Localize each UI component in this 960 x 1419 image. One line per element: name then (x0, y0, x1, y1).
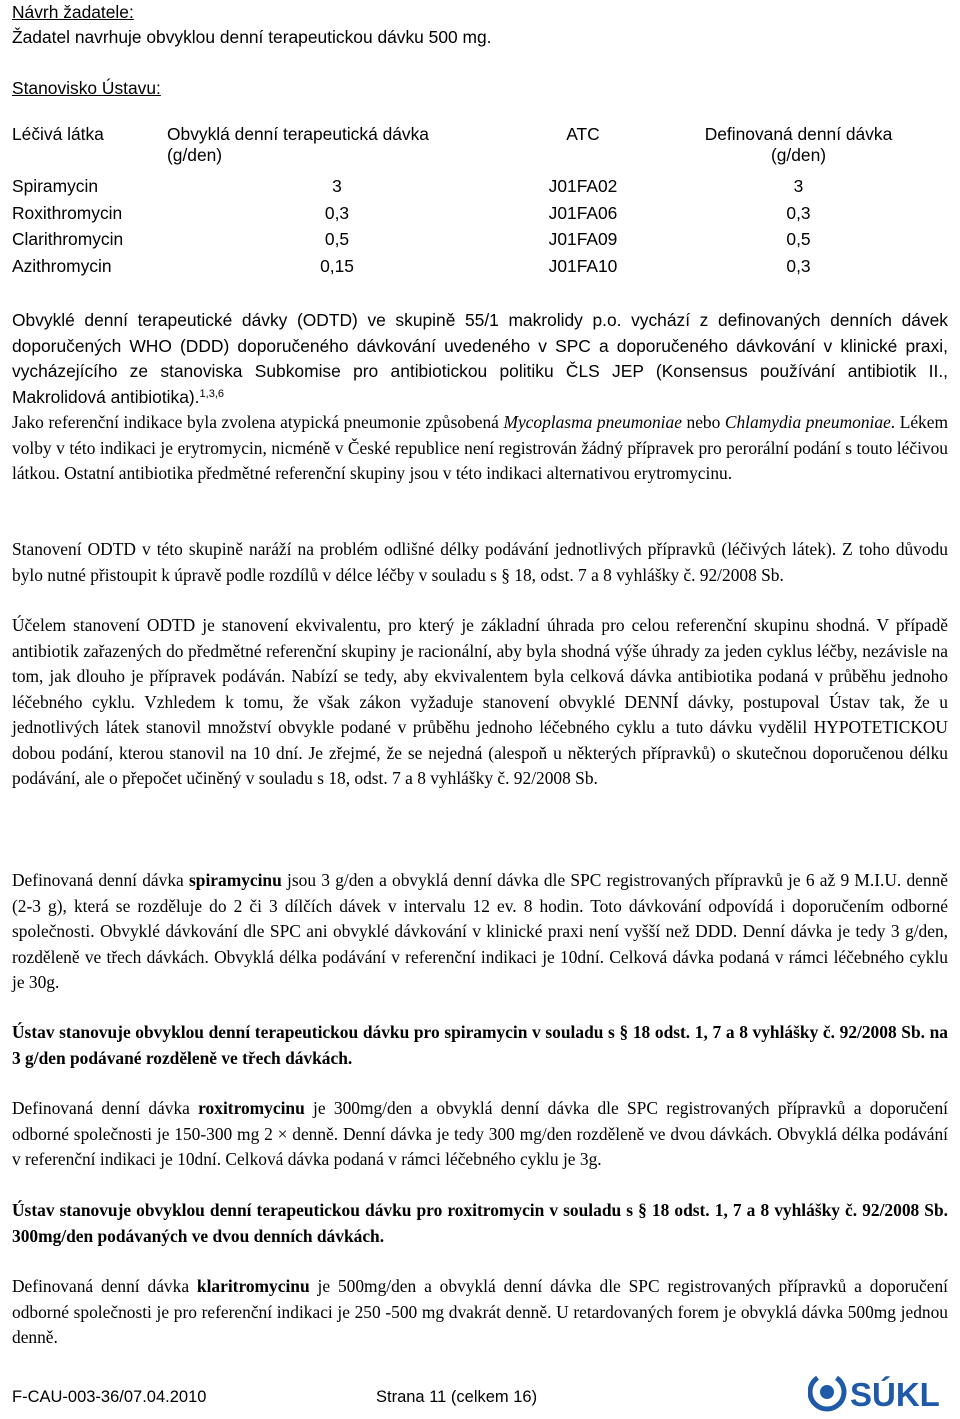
decision-spiramycin: Ústav stanovuje obvyklou denní terapeutickou dávku pro spiramycin v souladu s § 18 odst. 1, 7 a 8 vyhlášky č. 92/2008 Sb. na 3 g/den podávané rozděleně ve třech dávkách. (12, 1022, 948, 1068)
opinion-heading: Stanovisko Ústavu: (12, 78, 161, 98)
table-row (12, 176, 938, 203)
header-ddd-l1: Definovaná denní dávka (704, 124, 893, 144)
table-header-row (12, 124, 938, 176)
header-usual-dose (167, 124, 507, 176)
cell-atc: J01FA02 (548, 176, 618, 196)
para-clarithromycin (12, 1274, 948, 1351)
footer-page-number: Strana 11 (celkem 16) (376, 1388, 538, 1406)
sukl-logo-icon (808, 1368, 952, 1414)
klari-text: je 500mg/den a obvyklá denní dávka dle SPC registrovaných přípravků a doporučení odborné společnosti je pro referenční indikaci je 250 -500 mg dvakrát denně. U retardovaných forem je obvyklá dávka 500mg jednou denně. (12, 1276, 948, 1347)
decision-roxithromycin: Ústav stanovuje obvyklou denní terapeutickou dávku pro roxitromycin v souladu s § 18 odst. 1, 7 a 8 vyhlášky č. 92/2008 Sb. 300mg/den podávaných ve dvou denních dávkách. (12, 1200, 948, 1246)
proposal-heading: Návrh žadatele: (12, 2, 134, 22)
spira-substance: spiramycinu (189, 870, 282, 890)
sukl-logo (808, 1368, 952, 1414)
reference-superscript: 1,3,6 (199, 387, 224, 400)
para-reference-indication (12, 410, 948, 487)
para2-mid: nebo (681, 412, 725, 432)
spira-text: jsou 3 g/den a obvyklá denní dávka dle SPC registrovaných přípravků je 6 až 9 M.I.U. denně (2-3 g), která se rozděluje do 2 či 3 dílčích dávek v intervalu 12 ev. 8 hodin. Toto dávkování odpovídá i doporučením odborné společnosti. Obvyklé dávkování dle SPC ani obvyklé dávkování v klinické praxi není vyšší než DDD. Denní dávka je tedy 3 g/den, rozděleně ve třech dávkách. Obvyklá délka podávání v referenční indikaci je 10dní. Celková dávka podaná v rámci léčebného cyklu je 30g. (12, 870, 948, 992)
para-roxithromycin (12, 1096, 948, 1173)
header-usual-dose-l2: (g/den) (167, 145, 223, 165)
cell-atc: J01FA09 (548, 229, 618, 249)
table-row (12, 256, 938, 283)
cell-usual: 0,15 (320, 255, 354, 276)
cell-ddd: 0,3 (786, 202, 811, 223)
header-substance: Léčivá látka (12, 124, 104, 144)
header-ddd (659, 124, 938, 176)
cell-usual: 0,5 (324, 229, 350, 249)
table-row (12, 229, 938, 256)
header-usual-dose-l1: Obvyklá denní terapeutická dávka (167, 124, 429, 144)
cell-usual: 3 (332, 176, 342, 196)
cell-usual: 0,3 (324, 202, 350, 223)
header-atc: ATC (566, 124, 600, 144)
cell-ddd: 3 (793, 176, 804, 196)
cell-atc: J01FA06 (548, 202, 618, 223)
cell-substance: Azithromycin (12, 255, 112, 276)
header-ddd-l2: (g/den) (770, 145, 827, 165)
roxi-substance: roxitromycinu (198, 1098, 305, 1118)
species-mycoplasma: Mycoplasma pneumoniae (503, 412, 682, 432)
para-treatment-length: Stanovení ODTD v této skupině naráží na problém odlišné délky podávání jednotlivých přípravků (léčivých látek). Z toho důvodu bylo nutné přistoupit k úpravě podle rozdílů v délce léčby v souladu s § 18, odst. 7 a 8 vyhlášky č. 92/2008 Sb. (12, 539, 948, 585)
klari-lead: Definovaná denní dávka (12, 1276, 197, 1296)
para-odtd-basis (12, 308, 948, 410)
para-spiramycin (12, 868, 948, 996)
logo-text: SÚKL (850, 1376, 940, 1413)
para2-after: . Lékem volby v této indikaci je erytromycin, nicméně v České republice není registrován žádný přípravek pro perorální podání s touto léčivou látkou. Ostatní antibiotika předmětné referenční skupiny jsou v této indikaci alternativou erytromycinu. (12, 412, 949, 483)
cell-atc: J01FA10 (548, 255, 618, 276)
para-purpose: Účelem stanovení ODTD je stanovení ekvivalentu, pro který je základní úhrada pro celou referenční skupinu shodná. V případě antibiotik zařazených do předmětné referenční skupiny je racionální, aby byla shodná výše úhrady za jeden cyklus léčby, nezávisle na tom, jak dlouho je přípravek podáván. Nabízí se tedy, aby ekvivalentem byla celková dávka antibiotika podaná v průběhu jednoho léčebného cyklu. Vzhledem k tomu, že však zákon vyžaduje stanovení obvyklé DENNÍ dávky, postupoval Ústav tak, že u jednotlivých látek stanovil množství obvykle podané v průběhu jednoho léčebného cyklu a tuto dávku vydělil HYPOTETICKOU dobou podání, kterou stanovil na 10 dní. Je zřejmé, že se nejedná (alespoň u některých přípravků) o skutečnou doporučenou délku podávání, ale o přepočet učiněný v souladu s 18, odst. 7 a 8 vyhlášky č. 92/2008 Sb. (12, 615, 948, 788)
para-odtd-basis-text: Obvyklé denní terapeutické dávky (ODTD) ve skupině 55/1 makrolidy p.o. vychází z definovaných denních dávek doporučených WHO (DDD) doporučeného dávkování uvedeného v SPC a doporučeného dávkování v klinické praxi, vycházejícího ze stanoviska Subkomise pro antibiotickou politiku ČLS JEP (Konsensus používání antibiotik II., Makrolidová antibiotika). (12, 310, 948, 407)
roxi-lead: Definovaná denní dávka (12, 1098, 199, 1118)
cell-substance: Spiramycin (12, 176, 99, 196)
klari-substance: klaritromycinu (196, 1276, 310, 1296)
dose-table (12, 124, 938, 282)
footer-document-code: F-CAU-003-36/07.04.2010 (12, 1388, 207, 1406)
table-row (12, 203, 938, 230)
cell-ddd: 0,5 (786, 229, 811, 249)
cell-ddd: 0,3 (786, 255, 811, 276)
logo-dot (820, 1385, 834, 1399)
para2-before: Jako referenční indikace byla zvolena atypická pneumonie způsobená (12, 412, 504, 432)
proposal-text: Žadatel navrhuje obvyklou denní terapeutickou dávku 500 mg. (12, 27, 492, 47)
species-chlamydia: Chlamydia pneumoniae (724, 412, 891, 432)
roxi-text: je 300mg/den a obvyklá denní dávka dle SPC registrovaných přípravků a doporučení odborné společnosti je 150-300 mg 2 × denně. Denní dávka je tedy 300 mg/den rozděleně ve dvou dávkách. Obvyklá délka podávání v referenční indikaci je 10dní. Celková dávka podaná v rámci léčebného cyklu je 3g. (12, 1098, 949, 1169)
spira-lead: Definovaná denní dávka (12, 870, 190, 890)
cell-substance: Roxithromycin (12, 202, 123, 223)
cell-substance: Clarithromycin (12, 229, 124, 249)
